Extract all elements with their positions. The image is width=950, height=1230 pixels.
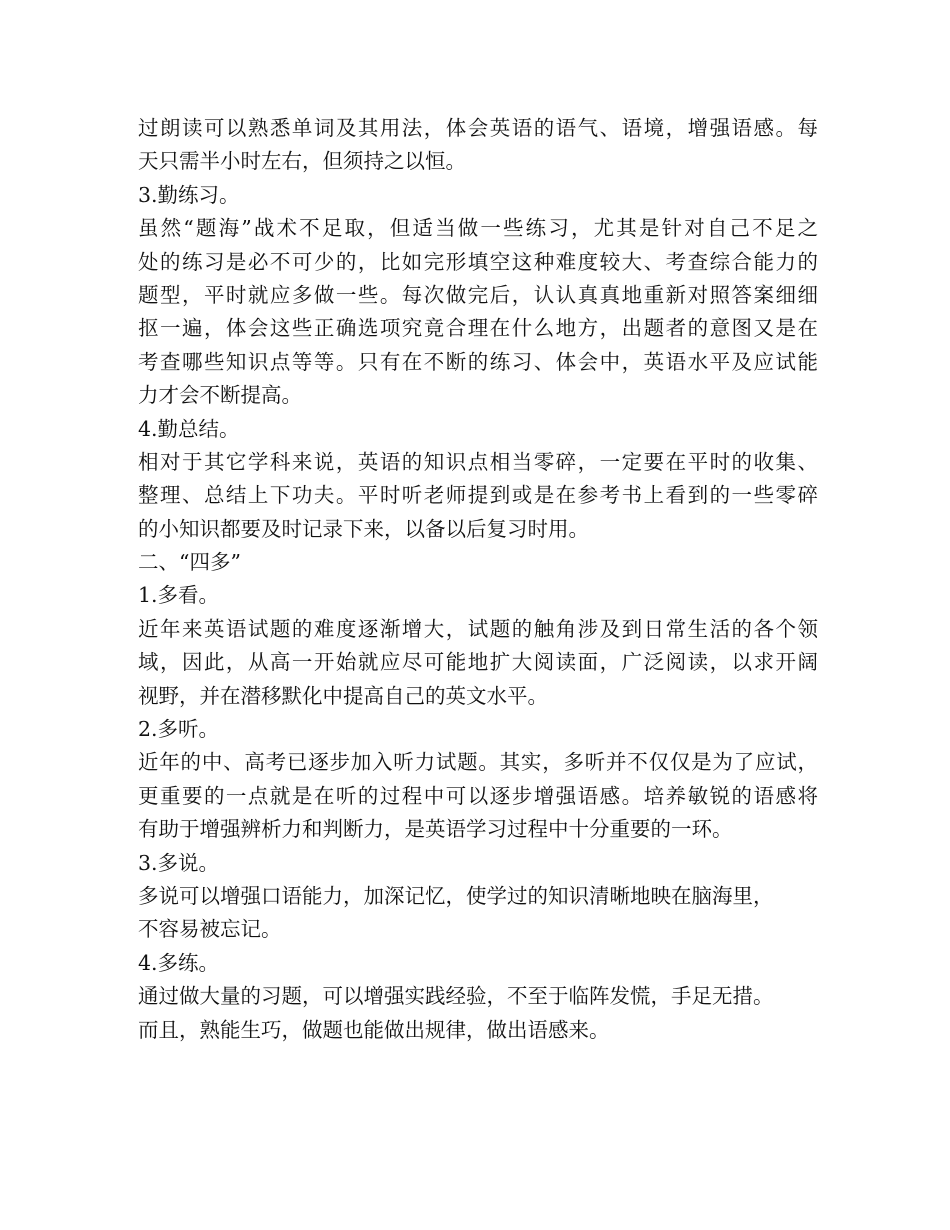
text-line: 抠一遍，体会这些正确选项究竟合理在什么地方，出题者的意图又是在 bbox=[138, 316, 818, 341]
text-line: 题型，平时就应多做一些。每次做完后，认认真真地重新对照答案细细 bbox=[138, 282, 818, 307]
text-line: 2.多听。 bbox=[138, 717, 220, 742]
text-line: 的小知识都要及时记录下来，以备以后复习时用。 bbox=[138, 516, 589, 541]
text-line: 近年的中、高考已逐步加入听力试题。其实，多听并不仅仅是为了应试， bbox=[138, 750, 818, 775]
text-line: 1.多看。 bbox=[138, 583, 220, 608]
document-page bbox=[138, 112, 818, 1047]
text-line: 3.勤练习。 bbox=[138, 182, 240, 207]
text-line: 考查哪些知识点等等。只有在不断的练习、体会中，英语水平及应试能 bbox=[138, 349, 818, 374]
text-line: 整理、总结上下功夫。平时听老师提到或是在参考书上看到的一些零碎 bbox=[138, 483, 818, 508]
text-line: 多说可以增强口语能力，加深记忆，使学过的知识清晰地映在脑海里， bbox=[138, 883, 774, 908]
text-line: 处的练习是必不可少的，比如完形填空这种难度较大、考查综合能力的 bbox=[138, 249, 818, 274]
text-line: 近年来英语试题的难度逐渐增大，试题的触角涉及到日常生活的各个领 bbox=[138, 616, 818, 641]
text-line: 虽然“题海”战术不足取，但适当做一些练习，尤其是针对自己不足之 bbox=[138, 216, 818, 241]
text-line: 而且，熟能生巧，做题也能做出规律，做出语感来。 bbox=[138, 1017, 610, 1042]
text-line: 域，因此，从高一开始就应尽可能地扩大阅读面，广泛阅读，以求开阔 bbox=[138, 650, 818, 675]
text-line: 有助于增强辨析力和判断力，是英语学习过程中十分重要的一环。 bbox=[138, 817, 733, 842]
text-line: 相对于其它学科来说，英语的知识点相当零碎，一定要在平时的收集、 bbox=[138, 449, 818, 474]
text-line: 过朗读可以熟悉单词及其用法，体会英语的语气、语境，增强语感。每 bbox=[138, 116, 818, 140]
text-line: 通过做大量的习题，可以增强实践经验，不至于临阵发慌，手足无措。 bbox=[138, 984, 774, 1009]
text-line: 力才会不断提高。 bbox=[138, 383, 302, 408]
text-line: 4.勤总结。 bbox=[138, 416, 240, 441]
text-line: 不容易被忘记。 bbox=[138, 917, 282, 942]
text-line: 视野，并在潜移默化中提高自己的英文水平。 bbox=[138, 683, 548, 708]
text-line: 二、“四多” bbox=[138, 550, 241, 575]
text-line: 4.多练。 bbox=[138, 950, 220, 975]
text-line: 3.多说。 bbox=[138, 850, 220, 875]
text-line: 更重要的一点就是在听的过程中可以逐步增强语感。培养敏锐的语感将 bbox=[138, 783, 818, 808]
text-line: 天只需半小时左右，但须持之以恒。 bbox=[138, 149, 466, 174]
